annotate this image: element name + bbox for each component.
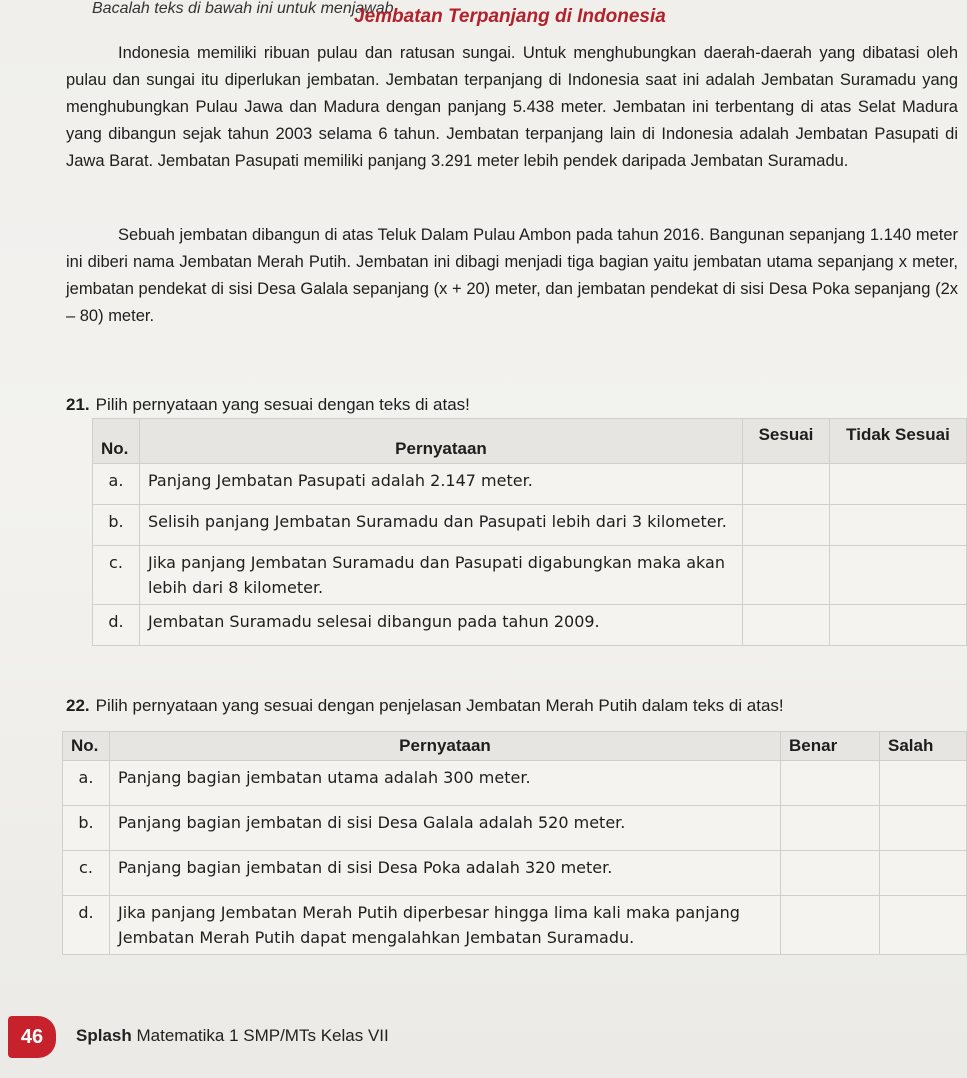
table-row (93, 546, 967, 605)
row-number: a. (63, 761, 110, 806)
row-number: b. (93, 505, 140, 546)
row-number: c. (63, 851, 110, 896)
answer-cell-sesuai[interactable] (743, 464, 830, 505)
answer-cell-tidak-sesuai[interactable] (830, 464, 967, 505)
col-header-salah: Salah (880, 732, 967, 761)
answer-cell-benar[interactable] (781, 806, 880, 851)
answer-cell-sesuai[interactable] (743, 505, 830, 546)
row-statement: Panjang Jembatan Pasupati adalah 2.147 meter. (140, 464, 743, 505)
question-22-number: 22. (66, 696, 90, 715)
book-subtitle: Matematika 1 SMP/MTs Kelas VII (136, 1026, 389, 1045)
page-number: 46 (8, 1016, 56, 1058)
table-row (63, 851, 967, 896)
row-statement: Panjang bagian jembatan utama adalah 300 meter. (110, 761, 781, 806)
row-number: d. (93, 605, 140, 646)
question-21-table (92, 418, 967, 646)
question-22-title (66, 696, 784, 716)
row-statement: Selisih panjang Jembatan Suramadu dan Pasupati lebih dari 3 kilometer. (140, 505, 743, 546)
answer-cell-salah[interactable] (880, 896, 967, 955)
row-statement: Jika panjang Jembatan Merah Putih diperbesar hingga lima kali maka panjang Jembatan Merah Putih dapat mengalahkan Jembatan Suramadu. (110, 896, 781, 955)
question-22-prompt: Pilih pernyataan yang sesuai dengan penjelasan Jembatan Merah Putih dalam teks di atas! (95, 696, 784, 715)
answer-cell-salah[interactable] (880, 761, 967, 806)
question-21-title (66, 395, 470, 415)
row-number: a. (93, 464, 140, 505)
answer-cell-salah[interactable] (880, 851, 967, 896)
instruction-text: Bacalah teks di bawah ini untuk menjawab (92, 0, 394, 17)
book-brand: Splash (76, 1026, 132, 1045)
table-row (63, 806, 967, 851)
row-number: c. (93, 546, 140, 605)
col-header-benar: Benar (781, 732, 880, 761)
row-statement: Jika panjang Jembatan Suramadu dan Pasupati digabungkan maka akan lebih dari 8 kilometer. (140, 546, 743, 605)
table-row (93, 464, 967, 505)
question-22-table (62, 731, 967, 955)
answer-cell-tidak-sesuai[interactable] (830, 605, 967, 646)
article-paragraph-1: Indonesia memiliki ribuan pulau dan ratusan sungai. Untuk menghubungkan daerah-daerah yang dibatasi oleh pulau dan sungai itu diperlukan jembatan. Jembatan terpanjang di Indonesia saat ini adalah Jembatan Suramadu yang menghubungkan Pulau Jawa dan Madura dengan panjang 5.438 meter. Jembatan ini terbentang di atas Selat Madura yang dibangun sejak tahun 2003 selama 6 tahun. Jembatan terpanjang lain di Indonesia adalah Jembatan Pasupati di Jawa Barat. Jembatan Pasupati memiliki panjang 3.291 meter lebih pendek daripada Jembatan Suramadu. (66, 44, 958, 170)
col-header-tidak-sesuai: Tidak Sesuai (830, 419, 967, 464)
answer-cell-sesuai[interactable] (743, 546, 830, 605)
answer-cell-salah[interactable] (880, 806, 967, 851)
answer-cell-benar[interactable] (781, 896, 880, 955)
table-header-row (93, 419, 967, 464)
table-header-row (63, 732, 967, 761)
col-header-no: No. (93, 419, 140, 464)
question-21-prompt: Pilih pernyataan yang sesuai dengan teks di atas! (95, 395, 470, 414)
article-title: Jembatan Terpanjang di Indonesia (354, 6, 666, 27)
row-number: d. (63, 896, 110, 955)
book-title (76, 1026, 389, 1046)
question-21-number: 21. (66, 395, 90, 414)
col-header-sesuai: Sesuai (743, 419, 830, 464)
col-header-statement: Pernyataan (140, 419, 743, 464)
answer-cell-benar[interactable] (781, 851, 880, 896)
row-statement: Jembatan Suramadu selesai dibangun pada tahun 2009. (140, 605, 743, 646)
table-row (93, 605, 967, 646)
table-row (93, 505, 967, 546)
article-paragraph-2: Sebuah jembatan dibangun di atas Teluk Dalam Pulau Ambon pada tahun 2016. Bangunan sepanjang 1.140 meter ini diberi nama Jembatan Merah Putih. Jembatan ini dibagi menjadi tiga bagian yaitu jembatan utama sepanjang x meter, jembatan pendekat di sisi Desa Galala sepanjang (x + 20) meter, dan jembatan pendekat di sisi Desa Poka sepanjang (2x – 80) meter. (66, 226, 958, 325)
answer-cell-tidak-sesuai[interactable] (830, 546, 967, 605)
row-statement: Panjang bagian jembatan di sisi Desa Galala adalah 520 meter. (110, 806, 781, 851)
table-row (63, 761, 967, 806)
row-number: b. (63, 806, 110, 851)
row-statement: Panjang bagian jembatan di sisi Desa Poka adalah 320 meter. (110, 851, 781, 896)
page-footer (0, 1014, 967, 1078)
answer-cell-tidak-sesuai[interactable] (830, 505, 967, 546)
table-row (63, 896, 967, 955)
col-header-no: No. (63, 732, 110, 761)
col-header-statement: Pernyataan (110, 732, 781, 761)
answer-cell-sesuai[interactable] (743, 605, 830, 646)
answer-cell-benar[interactable] (781, 761, 880, 806)
